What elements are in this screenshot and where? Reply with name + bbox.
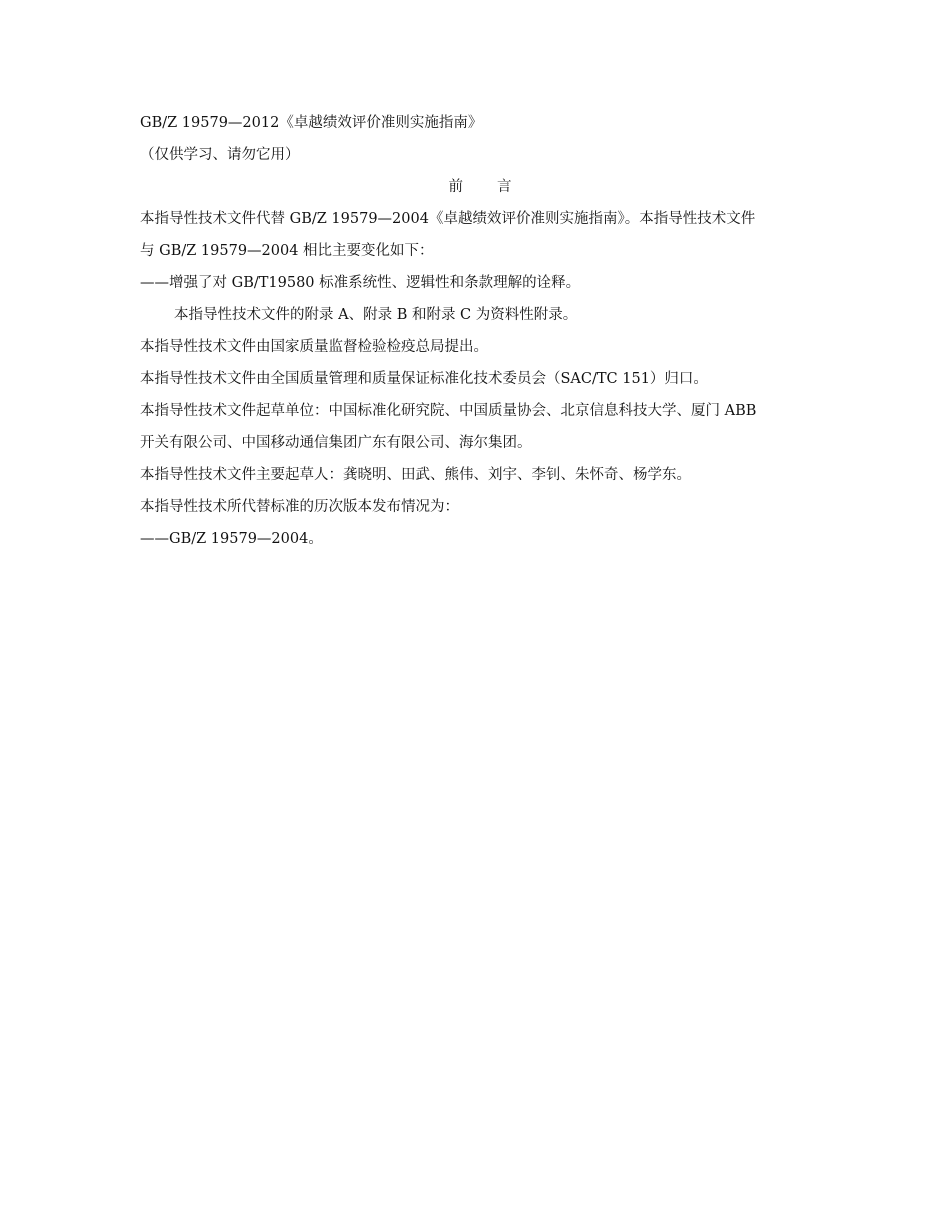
section-title-foreword: 前言 <box>448 179 546 195</box>
paragraph-change-item: ——增强了对 GB/T19580 标准系统性、逻辑性和条款理解的诠释。 <box>140 275 581 291</box>
document-body <box>140 112 820 550</box>
paragraph-appendix: 本指导性技术文件的附录 A、附录 B 和附录 C 为资料性附录。 <box>174 307 578 323</box>
paragraph-history: 本指导性技术所代替标准的历次版本发布情况为： <box>140 499 459 515</box>
paragraph-replaces: 本指导性技术文件代替 GB/Z 19579—2004《卓越绩效评价准则实施指南》。本指导性技术文件 <box>140 211 756 227</box>
paragraph-replaces-cont: 与 GB/Z 19579—2004 相比主要变化如下： <box>140 243 434 259</box>
paragraph-administered-by: 本指导性技术文件由全国质量管理和质量保证标准化技术委员会（SAC/TC 151）归口。 <box>140 371 708 387</box>
paragraph-drafters: 本指导性技术文件主要起草人：龚晓明、田武、熊伟、刘宇、李钊、朱怀奇、杨学东。 <box>140 467 691 483</box>
paragraph-proposed-by: 本指导性技术文件由国家质量监督检验检疫总局提出。 <box>140 339 488 355</box>
paragraph-history-item: ——GB/Z 19579—2004。 <box>140 531 323 547</box>
paragraph-drafting-units: 本指导性技术文件起草单位：中国标准化研究院、中国质量协会、北京信息科技大学、厦门 ABB <box>140 403 757 419</box>
document-header-note: （仅供学习、请勿它用） <box>140 147 300 163</box>
paragraph-drafting-units-cont: 开关有限公司、中国移动通信集团广东有限公司、海尔集团。 <box>140 435 532 451</box>
document-header-title: GB/Z 19579—2012《卓越绩效评价准则实施指南》 <box>140 115 483 131</box>
